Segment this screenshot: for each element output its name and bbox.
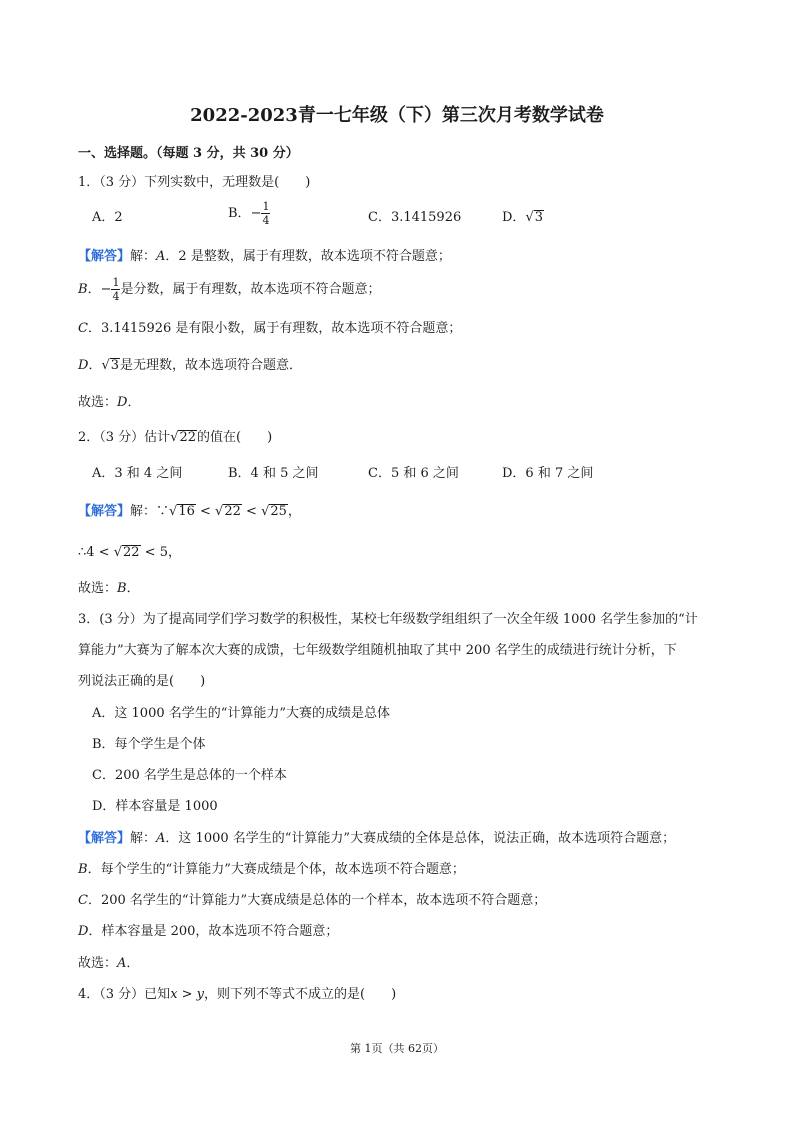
fraction: $\frac{1}{4}$ [262, 200, 270, 227]
sqrt: √22 [170, 430, 197, 445]
q2-option-b: B．4 和 5 之间 [228, 466, 319, 481]
q2-solution-line-2: ∴4 < √22 < 5， [78, 545, 181, 560]
question-4-stem: 4．（3 分）已知x > y，则下列不等式不成立的是( ) [78, 987, 397, 1002]
question-1-stem: 1．（3 分）下列实数中，无理数是( ) [78, 175, 311, 190]
question-3-stem-line-3: 列说法正确的是( ) [78, 674, 206, 689]
q1-solution-line-2: B．− $\frac{1}{4}$ 是分数，属于有理数，故本选项不符合题意； [78, 276, 381, 303]
fraction: $\frac{1}{4}$ [112, 276, 120, 303]
sqrt: √25 [261, 504, 287, 519]
sqrt: √22 [215, 504, 241, 519]
q3-solution-line-2: B．每个学生的“计算能力”大赛成绩是个体，故本选项不符合题意； [78, 862, 465, 877]
sqrt: √3 [101, 358, 120, 373]
answer-tag: 【解答】 [78, 831, 131, 846]
q2-solution-line-3: 故选：B． [78, 581, 140, 596]
q3-solution-line-1: 【解答】解：A．这 1000 名学生的“计算能力”大赛成绩的全体是总体，说法正确，故本选项符合题意； [78, 831, 676, 846]
answer-tag: 【解答】 [78, 504, 131, 519]
q2-option-d: D．6 和 7 之间 [502, 466, 594, 481]
q3-option-c: C．200 名学生是总体的一个样本 [92, 768, 287, 783]
question-3-stem-line-2: 算能力”大赛为了解本次大赛的成馈，七年级数学组随机抽取了其中 200 名学生的成绩进行统计分析，下 [78, 643, 677, 658]
q1-option-d: D．√3 [502, 210, 544, 225]
q3-option-d: D．样本容量是 1000 [92, 799, 218, 814]
answer-tag: 【解答】 [78, 249, 131, 264]
q1-solution-line-5: 故选：D． [78, 395, 141, 410]
section-heading: 一、选择题。（每题 3 分，共 30 分） [78, 146, 299, 161]
q3-solution-line-4: D．样本容量是 200，故本选项不符合题意； [78, 924, 339, 939]
question-2-stem: 2．（3 分）估计√22的值在( ) [78, 430, 273, 445]
question-3-stem-line-1: 3．(3 分）为了提高同学们学习数学的积极性，某校七年级数学组组织了一次全年级 1000 名学生参加的“计 [78, 612, 698, 627]
q2-option-a: A．3 和 4 之间 [92, 466, 183, 481]
q1-option-a: A．2 [92, 210, 123, 225]
sqrt: √22 [113, 545, 140, 560]
sqrt: √3 [525, 210, 544, 225]
q2-solution-line-1: 【解答】解：∵√16 < √22 < √25， [78, 504, 301, 519]
page-footer: 第 1页（共 62页） [350, 1042, 444, 1055]
q1-solution-line-4: D．√3是无理数，故本选项符合题意． [78, 358, 303, 373]
q1-option-c: C．3.1415926 [368, 210, 462, 225]
q1-option-b: B．− $\frac{1}{4}$ [228, 200, 270, 227]
q3-option-b: B．每个学生是个体 [92, 737, 206, 752]
sqrt: √16 [169, 504, 195, 519]
q1-solution-line-1: 【解答】解：A．2 是整数，属于有理数，故本选项不符合题意； [78, 249, 451, 264]
page-title: 2022-2023青一七年级（下）第三次月考数学试卷 [190, 105, 604, 126]
q3-option-a: A．这 1000 名学生的“计算能力”大赛的成绩是总体 [92, 706, 391, 721]
q2-option-c: C．5 和 6 之间 [368, 466, 459, 481]
q1-solution-line-3: C．3.1415926 是有限小数，属于有理数，故本选项不符合题意； [78, 321, 462, 336]
q3-solution-line-3: C．200 名学生的“计算能力”大赛成绩是总体的一个样本，故本选项不符合题意； [78, 893, 547, 908]
q3-solution-line-5: 故选：A． [78, 956, 140, 971]
